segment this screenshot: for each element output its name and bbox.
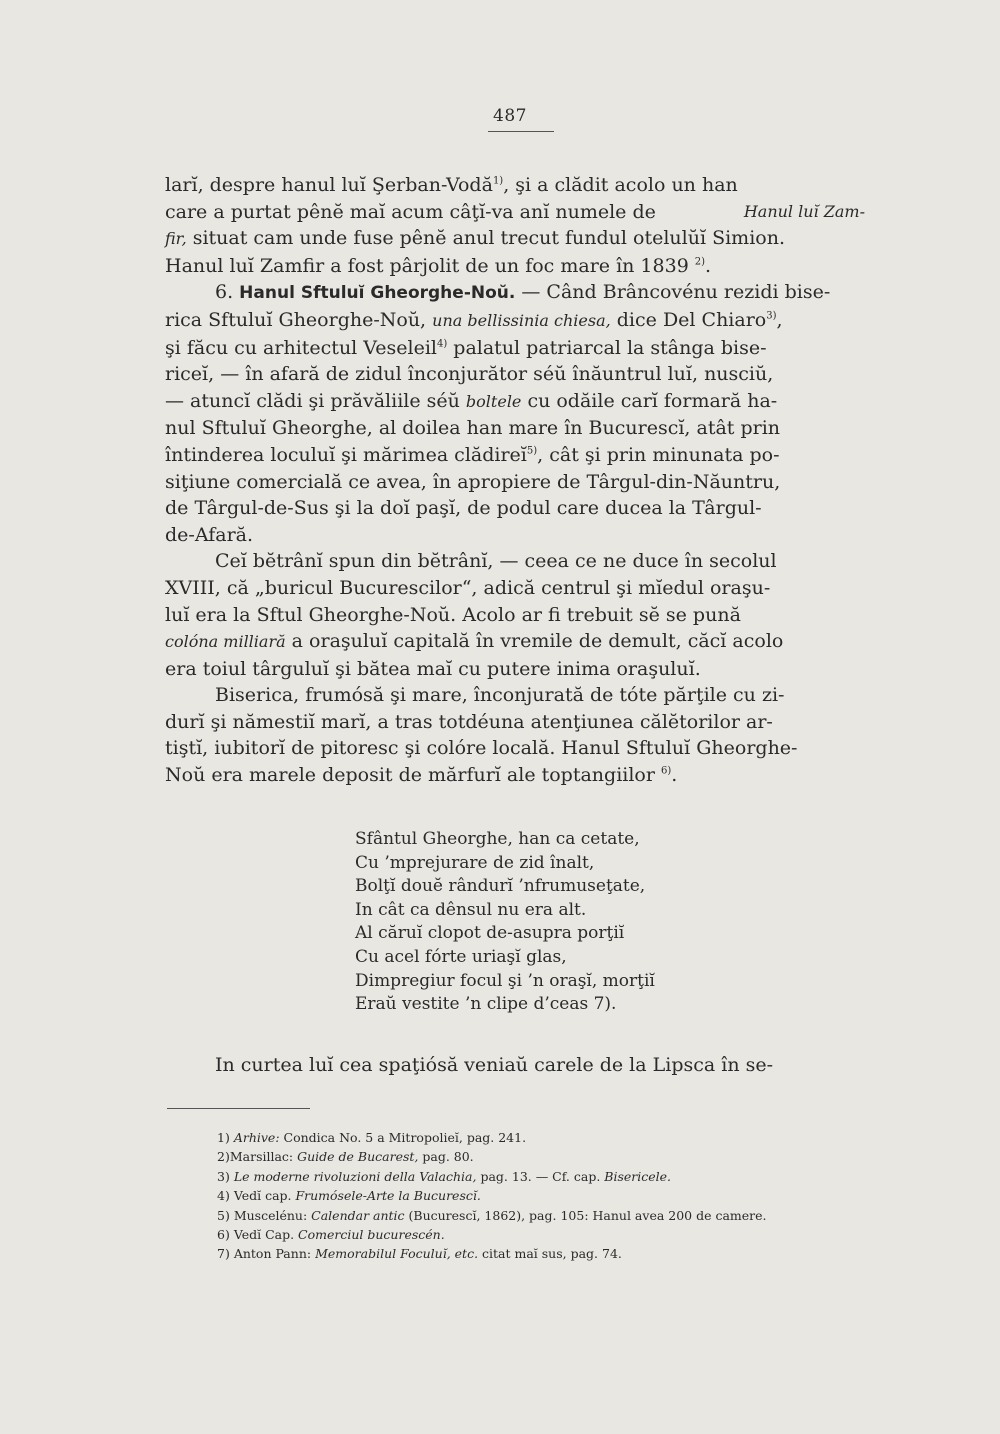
footnote-text: Vedĭ Cap. bbox=[233, 1227, 299, 1243]
footnote-text: Vedĭ cap. bbox=[233, 1188, 296, 1204]
footnote bbox=[217, 1147, 767, 1166]
footnote-number: 2) bbox=[217, 1149, 230, 1165]
poem-line: Cu acel fórte uriaşĭ glas, bbox=[355, 946, 567, 967]
footnote-italic: Guide de Bucarest, bbox=[297, 1149, 419, 1165]
text-line: nul Sftuluĭ Gheorghe, al doilea han mare în Bucurescĭ, atât prin bbox=[165, 417, 781, 440]
footnote-italic: Arhive: bbox=[233, 1130, 280, 1145]
text-span: , bbox=[776, 308, 783, 331]
text-span: şi făcu cu arhitectul Veseleil bbox=[165, 336, 437, 359]
footnote-ref: 2) bbox=[694, 256, 706, 268]
text-span: , cât şi prin minunata po- bbox=[537, 443, 780, 466]
footnote-ref: 6) bbox=[660, 765, 672, 777]
italic-title: fir, bbox=[165, 229, 187, 249]
text-span: cu odăile carĭ formară ha- bbox=[521, 389, 778, 412]
footnote-ref: 4) bbox=[436, 338, 448, 350]
poem-line: Bolţĭ douĕ rândurĭ ’nfrumuseţate, bbox=[355, 876, 646, 897]
section-number: 6. bbox=[215, 281, 240, 304]
poem-line: Dimpregiur focul şi ’n oraşĭ, morţiĭ bbox=[355, 970, 655, 991]
footnote-ref: 3) bbox=[766, 310, 777, 322]
text-line: siţiune comercială ce avea, în apropiere de Târgul-din-Năuntru, bbox=[165, 470, 781, 493]
text-line bbox=[165, 225, 865, 253]
footnote bbox=[217, 1167, 767, 1186]
section-heading: Hanul Sftuluĭ Gheorghe-Noŭ. bbox=[239, 283, 516, 304]
poem-line: Al căruĭ clopot de-asupra porţiĭ bbox=[355, 923, 625, 944]
text-line bbox=[165, 172, 865, 199]
text-span: , şi a clădit acolo un han bbox=[503, 174, 738, 196]
text-line bbox=[165, 307, 865, 335]
text-span: . bbox=[705, 254, 712, 277]
footnote bbox=[217, 1128, 767, 1147]
footnote-text: (Bucurescĭ, 1862), pag. 105: Hanul avea 200 de camere. bbox=[404, 1207, 767, 1223]
poem-line: Cu ’mprejurare de zid înalt, bbox=[355, 852, 595, 873]
text-span: Hanul luĭ Zamfir a fost pârjolit de un foc mare în 1839 bbox=[165, 254, 689, 277]
italic-quote: una bellissinia chiesa, bbox=[432, 310, 611, 330]
footnote-italic: Bisericele. bbox=[604, 1168, 672, 1184]
footnote-italic: Comerciul bucurescén. bbox=[298, 1227, 445, 1243]
text-line bbox=[165, 762, 865, 789]
text-span: . bbox=[671, 764, 678, 787]
text-line: Biserica, frumósă şi mare, înconjurată de tóte părţile cu zi- bbox=[215, 684, 785, 707]
text-line: tiştĭ, iubitorĭ de pitoresc şi colóre locală. Hanul Sftuluĭ Gheorghe- bbox=[165, 737, 798, 760]
footnote-italic: Le moderne rivoluzioni della Valachia, bbox=[233, 1168, 477, 1184]
page-number: 487 bbox=[493, 106, 527, 126]
footnote-italic: Calendar antic bbox=[311, 1207, 405, 1223]
text-line bbox=[165, 199, 865, 226]
text-span: — Când Brâncovénu rezidi bise- bbox=[515, 281, 831, 304]
italic-term: colóna milliară bbox=[165, 632, 286, 652]
text-line bbox=[165, 628, 865, 656]
text-span: situat cam unde fuse pênĕ anul trecut fundul otelulŭĭ Simion. bbox=[186, 227, 785, 250]
footnote-text: Condica No. 5 a Mitropolieĭ, pag. 241. bbox=[279, 1130, 527, 1145]
footnote-italic: Memorabilul Foculuĭ, etc. bbox=[315, 1246, 479, 1262]
footnote-number: 5) bbox=[217, 1207, 234, 1223]
text-span: larĭ, despre hanul luĭ Şerban-Vodă bbox=[165, 174, 493, 196]
footnote-number: 7) bbox=[217, 1246, 234, 1262]
text-line: riceĭ, — în afară de zidul înconjurător séŭ înăuntrul luĭ, nusciŭ, bbox=[165, 363, 774, 386]
footnote bbox=[217, 1244, 767, 1263]
footnote-ref: 1) bbox=[492, 175, 504, 187]
text-span: a oraşuluĭ capitală în vremile de demult, căcĭ acolo bbox=[285, 630, 784, 653]
footnote-number: 1) bbox=[217, 1130, 234, 1145]
text-span: Noŭ era marele deposit de mărfurĭ ale toptangiilor bbox=[165, 764, 655, 787]
text-span: care a purtat pênĕ maĭ acum câţĭ-va anĭ numele de bbox=[165, 200, 656, 223]
text-span: — atuncĭ clădi şi prăvăliile séŭ bbox=[165, 389, 466, 412]
text-line: durĭ şi nămestiĭ marĭ, a tras totdéuna atenţiunea călĕtorilor ar- bbox=[165, 710, 773, 733]
text-span: dice Del Chiaro bbox=[610, 308, 767, 331]
footnote-italic: Frumósele-Arte la Bucurescĭ. bbox=[295, 1188, 481, 1204]
footnote bbox=[217, 1186, 767, 1205]
text-line bbox=[165, 253, 865, 280]
poem-line: Sfântul Gheorghe, han ca cetate, bbox=[355, 829, 640, 849]
footnote-text: Anton Pann: bbox=[233, 1246, 316, 1262]
footnotes bbox=[217, 1128, 767, 1264]
footnote-text: Marsillac: bbox=[229, 1149, 298, 1165]
text-span: întinderea loculuĭ şi mărimea clădireĭ bbox=[165, 443, 527, 466]
text-line: era toiul târguluĭ şi bătea maĭ cu putere inima oraşuluĭ. bbox=[165, 657, 701, 680]
text-line bbox=[165, 442, 865, 469]
text-span: palatul patriarcal la stânga bise- bbox=[447, 336, 767, 359]
footnote bbox=[217, 1225, 767, 1244]
text-line bbox=[165, 279, 865, 307]
poem-block bbox=[355, 828, 655, 1017]
footnote-number: 4) bbox=[217, 1188, 234, 1204]
poem-line: In cât ca dênsul nu era alt. bbox=[355, 899, 587, 920]
italic-word: boltele bbox=[465, 391, 522, 411]
poem-line: Eraŭ vestite ’n clipe d’ceas 7). bbox=[355, 994, 617, 1015]
footnote-number: 6) bbox=[217, 1227, 234, 1243]
footnote-text: pag. 13. — Cf. cap. bbox=[476, 1168, 605, 1184]
page-number-rule bbox=[488, 131, 554, 132]
text-line: XVIII, că „buricul Bucurescilor“, adică centrul şi mĭedul oraşu- bbox=[165, 576, 771, 599]
footnote-text: Muscelénu: bbox=[233, 1207, 312, 1223]
text-line bbox=[165, 388, 865, 416]
text-line: Ceĭ bĕtrânĭ spun din bĕtrânĭ, — ceea ce ne duce în secolul bbox=[215, 550, 777, 573]
text-line bbox=[165, 335, 865, 362]
footnote-ref: 5) bbox=[526, 445, 538, 457]
footnote-text: pag. 80. bbox=[418, 1149, 474, 1165]
footnote-text: citat maĭ sus, pag. 74. bbox=[478, 1246, 622, 1262]
text-span: rica Sftuluĭ Gheorghe-Noŭ, bbox=[165, 308, 433, 331]
footnote-number: 3) bbox=[217, 1168, 234, 1184]
footnote-rule bbox=[167, 1108, 310, 1109]
text-line: de-Afară. bbox=[165, 523, 254, 546]
text-line: de Târgul-de-Sus şi la doĭ paşĭ, de podul care ducea la Târgul- bbox=[165, 497, 762, 520]
footnote bbox=[217, 1206, 767, 1225]
italic-title: Hanul luĭ Zam- bbox=[743, 201, 865, 221]
continuation-line: In curtea luĭ cea spaţiósă veniaŭ carele de la Lipsca în se- bbox=[215, 1054, 774, 1076]
text-line: luĭ era la Sftul Gheorghe-Noŭ. Acolo ar fi trebuit sĕ se pună bbox=[165, 603, 741, 626]
main-text bbox=[165, 172, 865, 789]
